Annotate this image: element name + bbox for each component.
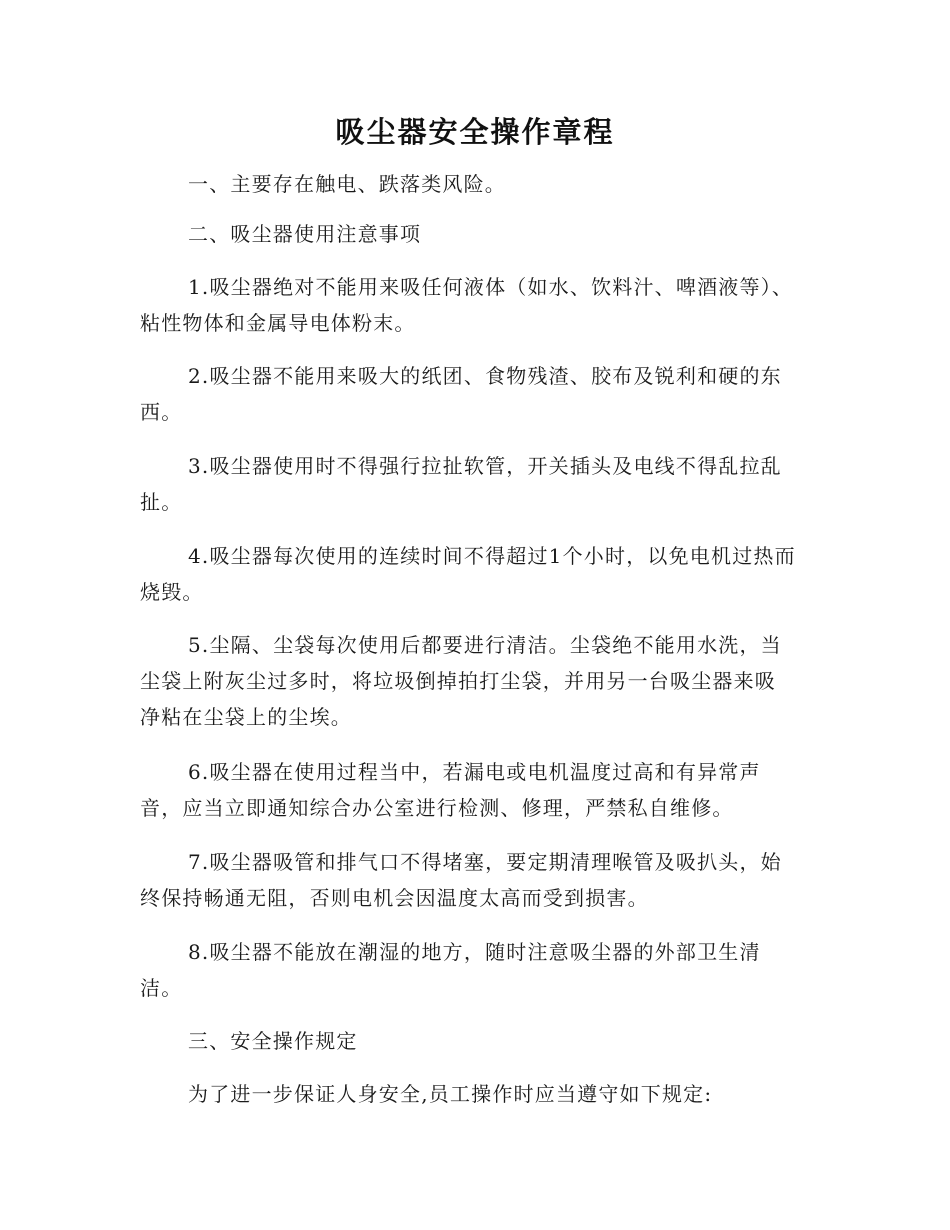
list-item-5: 5.尘隔、尘袋每次使用后都要进行清洁。尘袋绝不能用水洗，当尘袋上附灰尘过多时，将垃圾倒掉拍打尘袋，并用另一台吸尘器来吸净粘在尘袋上的尘埃。: [140, 633, 782, 729]
list-item-7: 7.吸尘器吸管和排气口不得堵塞，要定期清理喉管及吸扒头，始终保持畅通无阻，否则电机会因温度太高而受到损害。: [140, 850, 782, 910]
paragraph-rules-intro: 为了进一步保证人身安全,员工操作时应当遵守如下规定:: [188, 1082, 713, 1106]
document-title: 吸尘器安全操作章程: [335, 115, 615, 149]
list-item-6: 6.吸尘器在使用过程当中，若漏电或电机温度过高和有异常声音，应当立即通知综合办公室进行检测、修理，严禁私自维修。: [140, 760, 761, 820]
list-item-1: 1.吸尘器绝对不能用来吸任何液体（如水、饮料汁、啤酒液等）、粘性物体和金属导电体粉末。: [140, 275, 794, 335]
list-item-8: 8.吸尘器不能放在潮湿的地方，随时注意吸尘器的外部卫生清洁。: [140, 940, 761, 1000]
list-item-2: 2.吸尘器不能用来吸大的纸团、食物残渣、胶布及锐利和硬的东西。: [140, 364, 782, 424]
section-heading-usage-notes: 二、吸尘器使用注意事项: [188, 222, 422, 246]
paragraph-risk-summary: 一、主要存在触电、跌落类风险。: [188, 172, 506, 196]
section-heading-safety-rules: 三、安全操作规定: [188, 1029, 358, 1053]
list-item-3: 3.吸尘器使用时不得强行拉扯软管，开关插头及电线不得乱拉乱扯。: [140, 454, 782, 514]
list-item-4: 4.吸尘器每次使用的连续时间不得超过1个小时，以免电机过热而烧毁。: [140, 544, 796, 604]
